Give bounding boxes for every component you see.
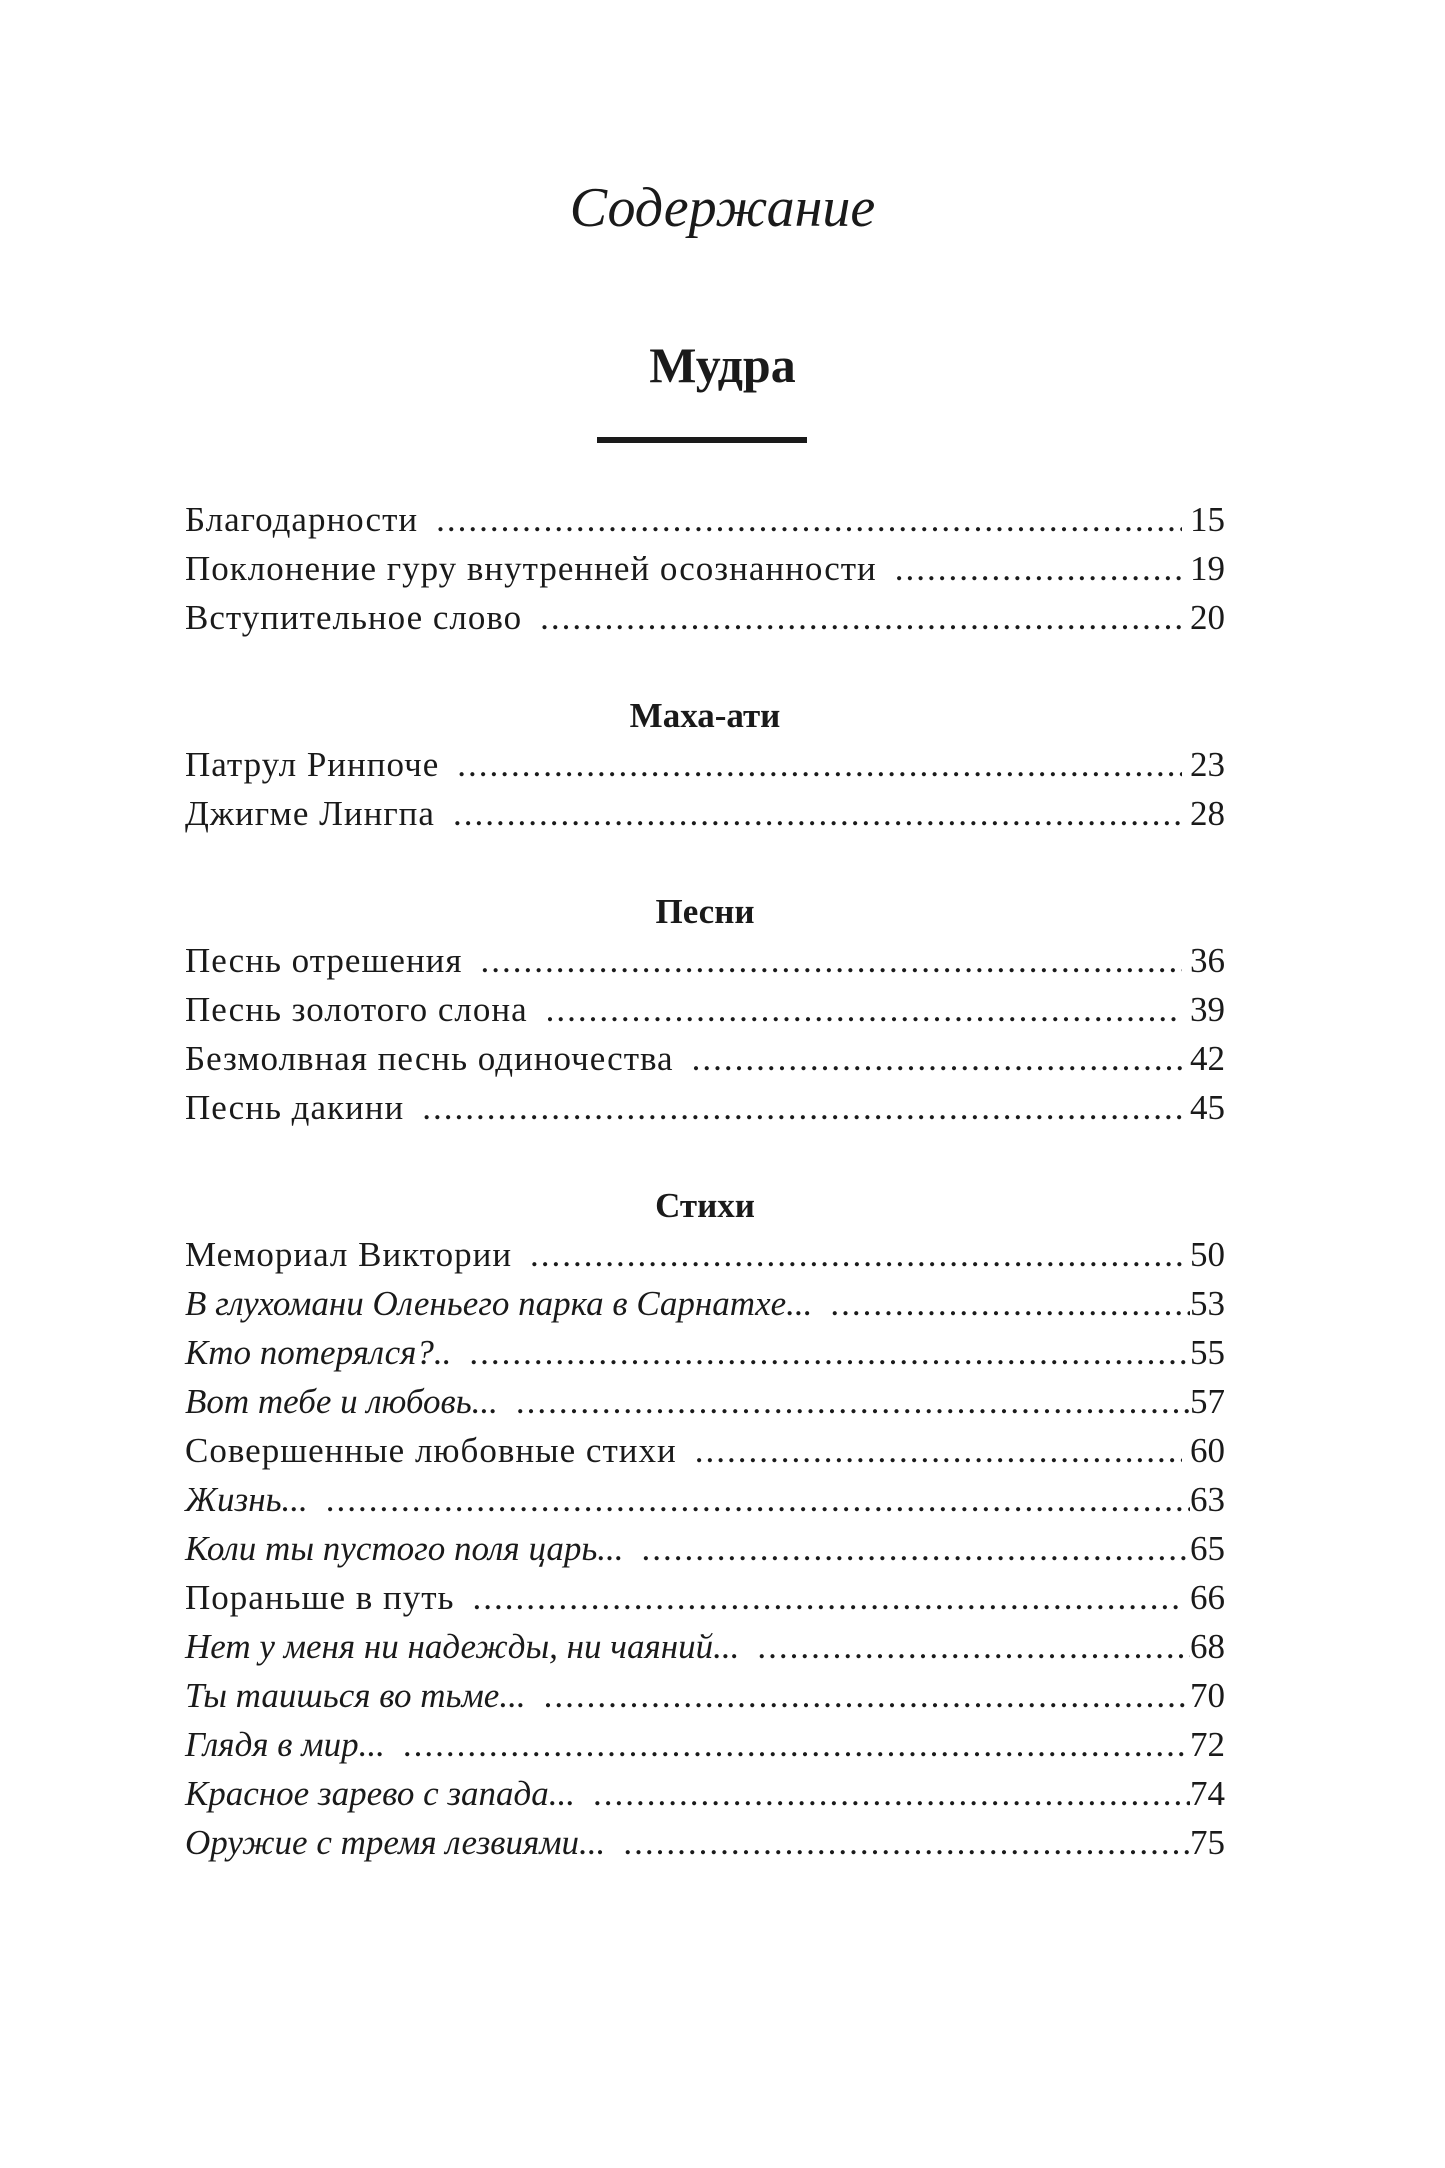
toc-entry-label: Безмолвная песнь одиночества [185,1039,674,1078]
toc-leader-dots [469,1328,1190,1377]
toc-entry-page: 23 [1190,745,1225,784]
toc-leader-dots [692,1034,1182,1083]
toc-entry-label: Песнь дакини [185,1088,405,1127]
toc-leader-dots [546,985,1182,1034]
toc-entry-label: Жизнь... [185,1480,308,1519]
toc-leader-dots [457,740,1182,789]
toc-leader-dots [895,544,1182,593]
toc-entry-label: Красное зарево с запада... [185,1774,575,1813]
toc-entry-page: 57 [1190,1382,1225,1421]
section-heading: Стихи [655,1186,755,1225]
toc-entry-label: Благодарности [185,500,419,539]
toc-entry[interactable] [185,1622,1225,1671]
toc-entry-page: 72 [1190,1725,1225,1764]
toc-entry[interactable] [185,1034,1225,1083]
toc-entry-page: 70 [1190,1676,1225,1715]
section-maha-ati [185,691,1225,838]
section-heading: Песни [655,892,755,931]
toc-leader-dots [642,1524,1190,1573]
toc-entry-page: 63 [1190,1480,1225,1519]
toc-entry-page: 19 [1190,549,1225,588]
front-matter-list [185,495,1225,642]
toc-entry-label: Пораньше в путь [185,1578,455,1617]
toc-entry-page: 60 [1190,1431,1225,1470]
toc-entry[interactable] [185,1818,1225,1867]
book-title: Мудра [649,337,796,393]
toc-entry-page: 20 [1190,598,1225,637]
toc-entry-label: Песнь золотого слона [185,990,528,1029]
toc-entry[interactable] [185,593,1225,642]
toc-leader-dots [473,1573,1182,1622]
toc-leader-dots [757,1622,1190,1671]
toc-entry-page: 53 [1190,1284,1225,1323]
toc-entry-label: Джигме Лингпа [185,794,435,833]
toc-leader-dots [530,1230,1182,1279]
toc-entry-label: Оружие с тремя лезвиями... [185,1823,606,1862]
title-divider [597,437,807,443]
toc-entry-label: В глухомани Оленьего парка в Сарнатхе... [185,1284,813,1323]
toc-leader-dots [403,1720,1190,1769]
toc-entry-page: 74 [1190,1774,1225,1813]
toc-entry-page: 15 [1190,500,1225,539]
toc-entry[interactable] [185,1475,1225,1524]
toc-entry[interactable] [185,1230,1225,1279]
toc-entry[interactable] [185,1769,1225,1818]
toc-entry[interactable] [185,1524,1225,1573]
toc-entry-label: Вот тебе и любовь... [185,1382,498,1421]
section-heading: Маха-ати [629,696,781,735]
toc-entry-page: 39 [1190,990,1225,1029]
toc-entry[interactable] [185,1720,1225,1769]
toc-entry-label: Совершенные любовные стихи [185,1431,677,1470]
toc-entry[interactable] [185,1279,1225,1328]
toc-entry[interactable] [185,985,1225,1034]
toc-entry[interactable] [185,1426,1225,1475]
toc-entry-page: 55 [1190,1333,1225,1372]
toc-entry-page: 28 [1190,794,1225,833]
toc-entry-page: 66 [1190,1578,1225,1617]
toc-entry-page: 50 [1190,1235,1225,1274]
toc-leader-dots [623,1818,1190,1867]
toc-entry-label: Ты таишься во тьме... [185,1676,526,1715]
toc-entry-label: Нет у меня ни надежды, ни чаяний... [185,1627,740,1666]
toc-leader-dots [481,936,1183,985]
toc-entry[interactable] [185,1328,1225,1377]
toc-entry-page: 42 [1190,1039,1225,1078]
toc-entry[interactable] [185,495,1225,544]
toc-leader-dots [544,1671,1190,1720]
toc-entry-label: Глядя в мир... [185,1725,385,1764]
toc-entry[interactable] [185,1573,1225,1622]
toc-entry-label: Песнь отрешения [185,941,463,980]
section-stikhi [185,1181,1225,1867]
toc-leader-dots [453,789,1182,838]
toc-leader-dots [695,1426,1182,1475]
toc-leader-dots [540,593,1182,642]
toc-entry[interactable] [185,936,1225,985]
toc-leader-dots [830,1279,1190,1328]
toc-leader-dots [436,495,1182,544]
toc-leader-dots [422,1083,1182,1132]
toc-entry[interactable] [185,740,1225,789]
toc-entry[interactable] [185,789,1225,838]
toc-entry-label: Вступительное слово [185,598,523,637]
toc-entry[interactable] [185,1083,1225,1132]
toc-leader-dots [326,1475,1190,1524]
toc-entry-label: Патрул Ринпоче [185,745,440,784]
section-pesni [185,887,1225,1132]
toc-entry-label: Коли ты пустого поля царь... [185,1529,624,1568]
toc-entry[interactable] [185,1377,1225,1426]
toc-entry-page: 68 [1190,1627,1225,1666]
table-of-contents [185,495,1225,1867]
toc-entry-page: 45 [1190,1088,1225,1127]
toc-entry-label: Кто потерялся?.. [185,1333,452,1372]
toc-entry[interactable] [185,544,1225,593]
toc-entry-label: Мемориал Виктории [185,1235,513,1274]
toc-entry-label: Поклонение гуру внутренней осознанности [185,549,877,588]
toc-entry[interactable] [185,1671,1225,1720]
toc-entry-page: 36 [1190,941,1225,980]
toc-entry-page: 65 [1190,1529,1225,1568]
toc-entry-page: 75 [1190,1823,1225,1862]
toc-leader-dots [516,1377,1190,1426]
toc-leader-dots [593,1769,1190,1818]
page-title: Содержание [569,177,876,239]
